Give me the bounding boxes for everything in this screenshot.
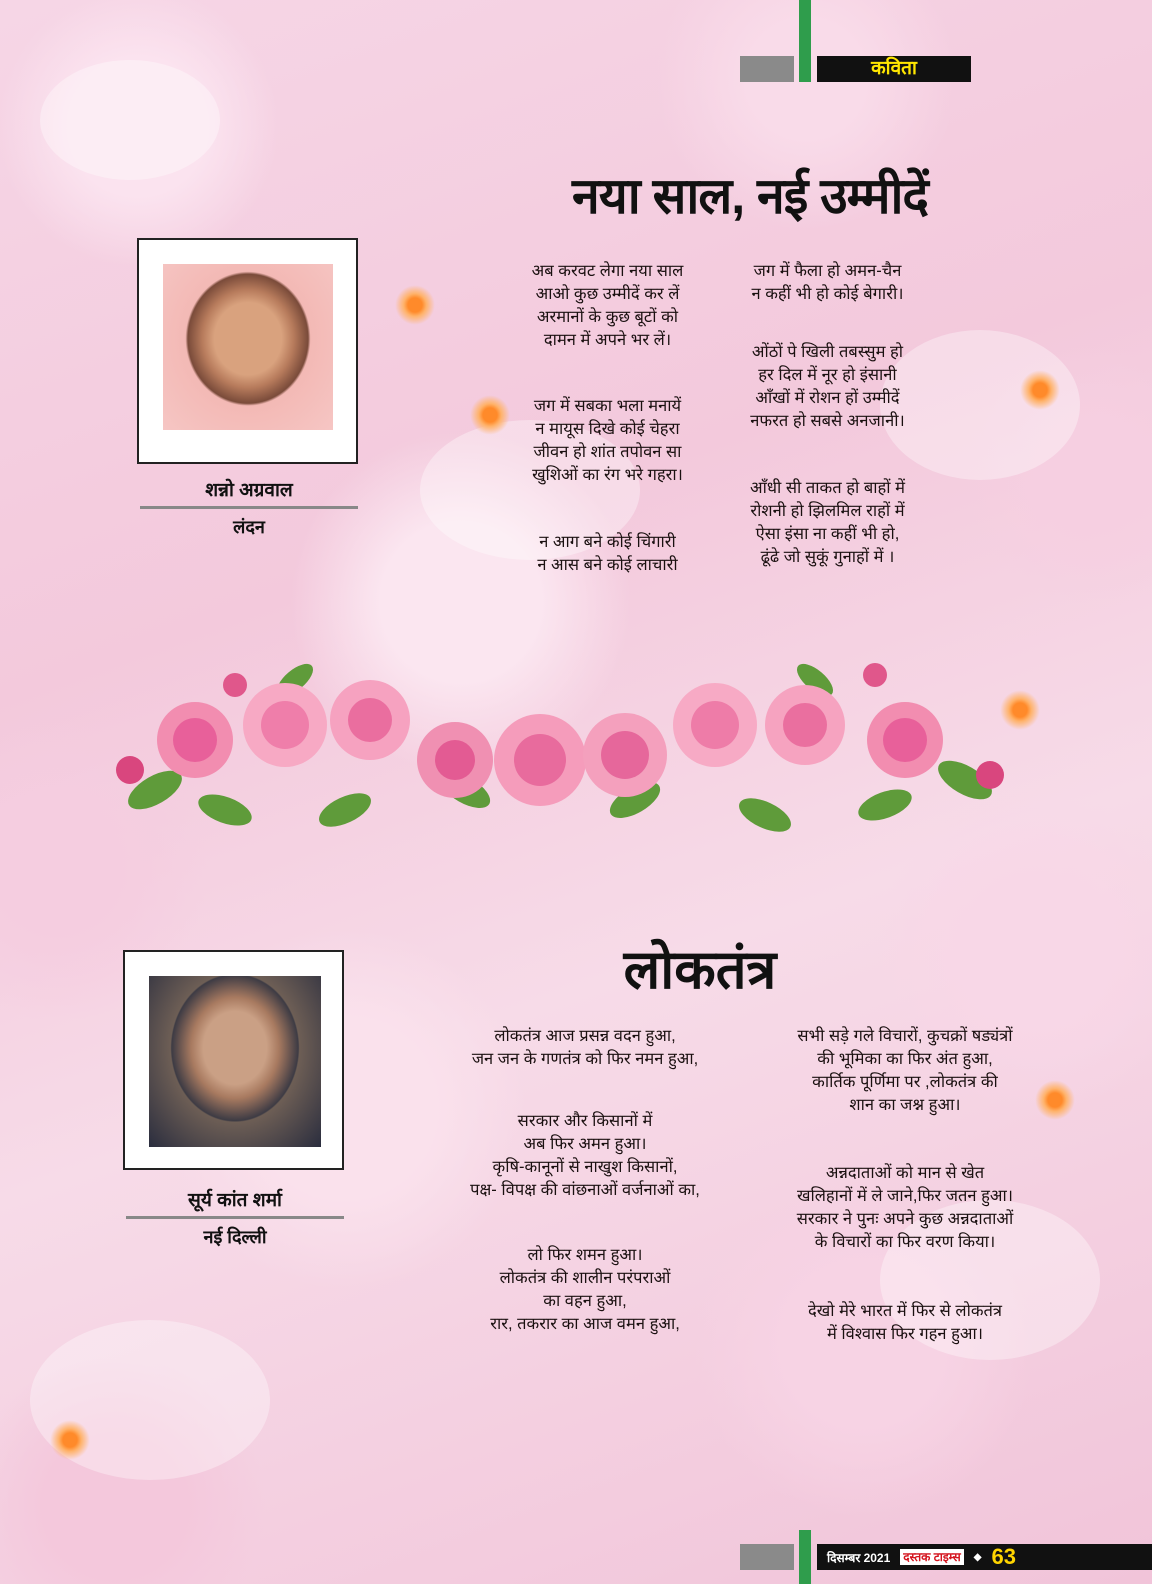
poem2-stanza (425, 1110, 745, 1202)
poem-line: सरकार ने पुनः अपने कुछ अन्नदाताओं (796, 1210, 1014, 1228)
poem-line: का वहन हुआ, (543, 1292, 627, 1310)
blossom-decoration (1000, 690, 1040, 730)
author2-byline (126, 1186, 344, 1249)
author1-byline (140, 476, 358, 539)
poem-line: आँधी सी ताकत हो बाहों में (749, 479, 906, 497)
poem-line: जीवन हो शांत तपोवन सा (533, 443, 682, 461)
poem-line: जग में फैला हो अमन-चैन (753, 262, 902, 280)
poem-line: ऐसा इंसा ना कहीं भी हो, (755, 525, 900, 543)
poem-line: न आस बने कोई लाचारी (537, 556, 678, 574)
author2-city: नई दिल्ली (203, 1227, 267, 1247)
poem-line: रोशनी हो झिलमिल राहों में (750, 502, 905, 520)
poem-line: दामन में अपने भर लें। (543, 331, 672, 349)
author2-photo (149, 976, 321, 1147)
poem-line: नफरत हो सबसे अनजानी। (750, 412, 905, 430)
poem-line: ढूंढे जो सुकूं गुनाहों में । (760, 548, 895, 566)
poem-line: न कहीं भी हो कोई बेगारी। (751, 285, 904, 303)
author1-city: लंदन (233, 517, 265, 537)
author1-name: शन्नो अग्रवाल (205, 480, 293, 501)
poem1-stanza (495, 260, 720, 352)
poem-line: लोकतंत्र आज प्रसन्न वदन हुआ, (494, 1027, 676, 1045)
poem-line: लोकतंत्र की शालीन परंपराओं (499, 1269, 671, 1287)
poem-line: कृषि-कानूनों से नाखुश किसानों, (492, 1158, 678, 1176)
poem-line: हर दिल में नूर हो इंसानी (758, 366, 897, 384)
blossom-decoration (1020, 370, 1060, 410)
poem2-stanza (745, 1025, 1065, 1117)
poem-line: रार, तकरार का आज वमन हुआ, (490, 1315, 680, 1333)
poem-line: अन्नदाताओं को मान से खेत (825, 1164, 985, 1182)
poem-line: पक्ष- विपक्ष की वांछनाओं वर्जनाओं का, (470, 1181, 700, 1199)
poem1-stanza (495, 395, 720, 487)
poem-line: आओ कुछ उम्मीदें कर लें (535, 285, 680, 303)
poem2-stanza (425, 1244, 745, 1336)
author2-photo-frame (123, 950, 344, 1170)
poem-line: देखो मेरे भारत में फिर से लोकतंत्र (807, 1302, 1003, 1320)
section-tag: कविता (817, 56, 971, 82)
poem2-title: लोकतंत्र (623, 940, 777, 1000)
page-number: 63 (991, 1544, 1016, 1569)
issue-month: दिसम्बर 2021 (827, 1550, 891, 1565)
poem-line: अब फिर अमन हुआ। (523, 1135, 647, 1153)
magazine-logo: दस्तक टाइम्स (900, 1549, 964, 1565)
background-petal (40, 60, 220, 180)
poem1-stanza (715, 260, 940, 306)
blossom-decoration (395, 285, 435, 325)
rose-garland-illustration (115, 640, 1005, 850)
footer-gray-block (740, 1544, 794, 1570)
poem-line: न मायूस दिखे कोई चेहरा (535, 420, 680, 438)
poem-line: जग में सबका भला मनायें (533, 397, 682, 415)
header-accent-bar (799, 0, 811, 82)
poem1-stanza (715, 477, 940, 569)
poem-line: शान का जश्न हुआ। (849, 1096, 961, 1114)
author1-photo (163, 264, 333, 430)
poem-line: अब करवट लेगा नया साल (531, 262, 684, 280)
bullet-icon: ◆ (973, 1551, 982, 1563)
poem1-stanza (715, 341, 940, 433)
blossom-decoration (50, 1420, 90, 1460)
header-gray-block (740, 56, 794, 82)
poem-line: सरकार और किसानों में (517, 1112, 653, 1130)
poem-line: खुशिओं का रंग भरे गहरा। (532, 466, 683, 484)
poem-line: आँखों में रोशन हों उम्मीदें (755, 389, 900, 407)
poem-line: खलिहानों में ले जाने,फिर जतन हुआ। (796, 1187, 1014, 1205)
poem-line: अरमानों के कुछ बूटों को (536, 308, 679, 326)
poem2-stanza (745, 1300, 1065, 1346)
poem2-stanza (425, 1025, 745, 1071)
poem-line: कार्तिक पूर्णिमा पर ,लोकतंत्र की (812, 1073, 998, 1091)
poem-line: में विश्वास फिर गहन हुआ। (826, 1325, 984, 1343)
poem1-stanza (495, 531, 720, 577)
poem-line: की भूमिका का फिर अंत हुआ, (817, 1050, 993, 1068)
poem1-title: नया साल, नई उम्मीदें (572, 168, 928, 224)
poem2-stanza (745, 1162, 1065, 1254)
poem-line: लो फिर शमन हुआ। (527, 1246, 643, 1264)
poem-line: के विचारों का फिर वरण किया। (814, 1233, 996, 1251)
footer-bar (817, 1544, 1152, 1570)
poem-line: जन जन के गणतंत्र को फिर नमन हुआ, (471, 1050, 699, 1068)
author1-photo-frame (137, 238, 358, 464)
footer-accent-bar (799, 1530, 811, 1584)
author2-name: सूर्य कांत शर्मा (188, 1190, 282, 1211)
poem-line: ओंठों पे खिली तबस्सुम हो (751, 343, 904, 361)
poem-line: सभी सड़े गले विचारों, कुचक्रों षड्यंत्रों (797, 1027, 1013, 1045)
poem-line: न आग बने कोई चिंगारी (539, 533, 676, 551)
